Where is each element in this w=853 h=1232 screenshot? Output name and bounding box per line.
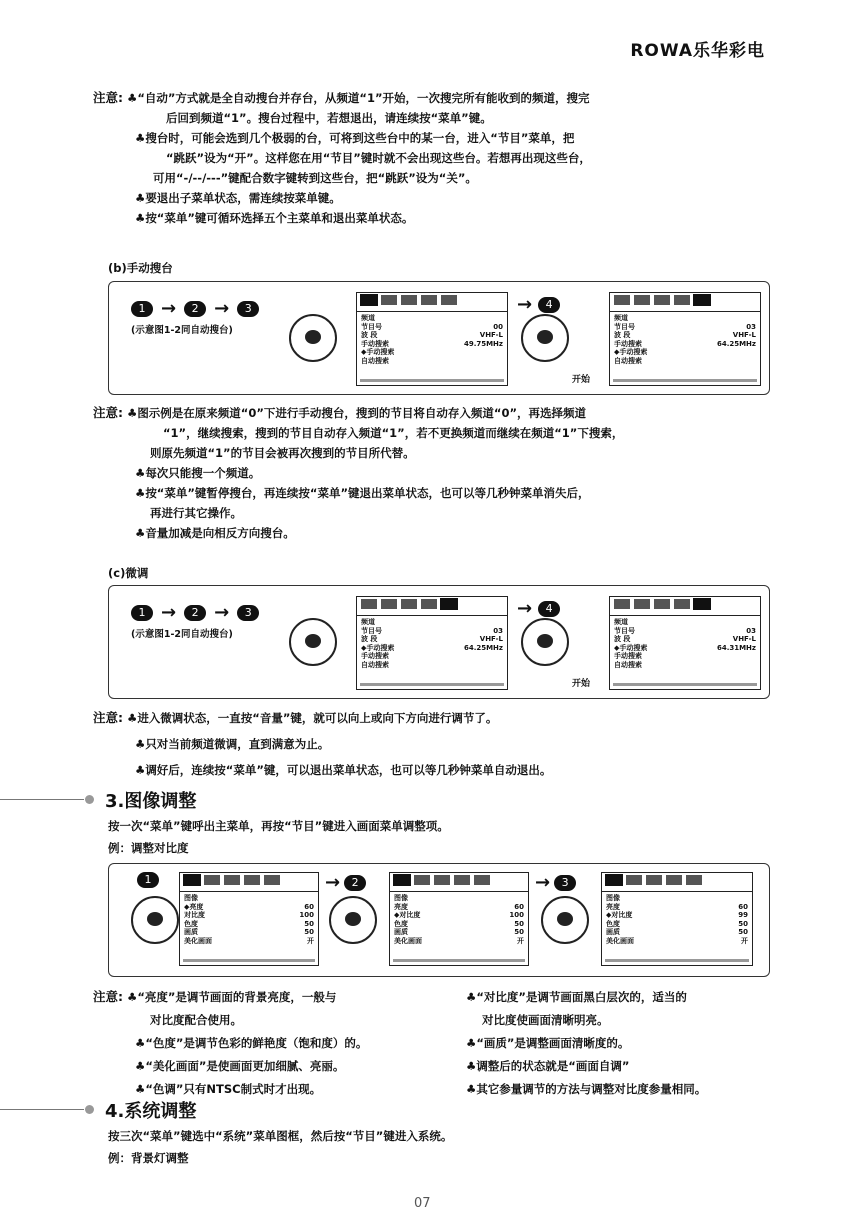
note-line: 对比度配合使用。 bbox=[150, 1013, 242, 1027]
screen-row-value: VHF-L bbox=[479, 331, 503, 339]
screen-row-value: 03 bbox=[746, 626, 756, 635]
arrow-right-icon: → bbox=[325, 872, 341, 893]
note-label: 注意: bbox=[93, 90, 123, 105]
start-label: 开始 bbox=[572, 679, 591, 689]
note-line: ♣ 搜台时，可能会选到几个极弱的台，可将到这些台中的某一台，进入“节目”菜单，把 bbox=[135, 128, 783, 148]
step-3-badge: 3 bbox=[237, 605, 259, 621]
screen-row-label: 色度 bbox=[606, 919, 620, 928]
screen-title: 图像 bbox=[184, 894, 198, 902]
screen-row-label: 手动搜索 bbox=[614, 339, 642, 348]
arrow-right-icon: → bbox=[161, 602, 177, 623]
screen-row-value: 开 bbox=[307, 936, 314, 945]
screen-row-value: 60 bbox=[304, 902, 314, 911]
note-label: 注意: bbox=[93, 405, 123, 420]
note-line: ♣ “色调”只有NTSC制式时才出现。 bbox=[135, 1079, 473, 1099]
menu-screen bbox=[356, 596, 508, 690]
screen-row-value: 开 bbox=[741, 936, 748, 945]
screen-row-label: ◆亮度 bbox=[184, 902, 204, 911]
step-3-badge: 3 bbox=[237, 301, 259, 317]
note-line: ♣ 调整后的状态就是“画面自调” bbox=[466, 1056, 796, 1076]
note-line: ♣ 每次只能搜一个频道。 bbox=[135, 463, 783, 483]
note-line: ♣ 进入微调状态，一直按“音量”键，就可以向上或向下方向进行调节了。 bbox=[127, 708, 497, 728]
screen-row-value: 64.25MHz bbox=[716, 339, 756, 348]
start-label: 开始 bbox=[572, 375, 591, 385]
step-1-badge: 1 bbox=[137, 872, 159, 888]
screen-row-value: 50 bbox=[738, 928, 748, 936]
screen-row-value: 50 bbox=[304, 919, 314, 928]
menu-screen bbox=[389, 872, 529, 966]
screen-row-label: 自动搜索 bbox=[361, 356, 389, 365]
screen-row-value: 50 bbox=[738, 919, 748, 928]
arrow-right-icon: → bbox=[214, 298, 230, 319]
note-line: 可用“-/--/---”键配合数字键转到这些台，把“跳跃”设为“关”。 bbox=[153, 171, 477, 185]
section-3-example: 例：调整对比度 bbox=[108, 841, 189, 855]
step-3-badge: 3 bbox=[554, 875, 576, 891]
section-divider bbox=[0, 799, 84, 800]
screen-row-label: 美化画面 bbox=[606, 936, 634, 945]
note-line: 对比度使画面清晰明亮。 bbox=[482, 1013, 609, 1027]
screen-row-value: VHF-L bbox=[732, 331, 756, 339]
note-line: ♣ “画质”是调整画面清晰度的。 bbox=[466, 1033, 796, 1053]
screen-row-label: 节目号 bbox=[361, 322, 382, 331]
note-line: ♣ “色度”是调节色彩的鲜艳度（饱和度）的。 bbox=[135, 1033, 473, 1053]
screen-row-value: 100 bbox=[509, 911, 524, 919]
manual-heading: (b)手动搜台 bbox=[108, 261, 173, 275]
note-line: ♣ “对比度”是调节画面黑白层次的，适当的 bbox=[466, 987, 796, 1007]
screen-row-value: 64.31MHz bbox=[716, 643, 756, 652]
screen-row-label: ◆手动搜索 bbox=[361, 348, 395, 356]
screen-row-value: 60 bbox=[514, 902, 524, 911]
screen-row-label: 画质 bbox=[394, 928, 408, 936]
remote-control-icon bbox=[289, 618, 337, 666]
menu-screen bbox=[601, 872, 753, 966]
note-line: ♣ 要退出子菜单状态，需连续按菜单键。 bbox=[135, 188, 783, 208]
manual-notes bbox=[93, 403, 783, 543]
note-line: ♣ “亮度”是调节画面的背景亮度，一般与 bbox=[127, 987, 336, 1007]
screen-row-label: 美化画面 bbox=[394, 936, 422, 945]
section-4-title: 4.系统调整 bbox=[105, 1101, 197, 1122]
screen-row-label: 自动搜索 bbox=[614, 356, 642, 365]
screen-row-value: 50 bbox=[514, 928, 524, 936]
section-3-intro: 按一次“菜单”键呼出主菜单，再按“节目”键进入画面菜单调整项。 bbox=[108, 819, 449, 833]
step-2-badge: 2 bbox=[344, 875, 366, 891]
screen-row-label: 波 段 bbox=[361, 331, 378, 339]
screen-title: 图像 bbox=[394, 894, 408, 902]
screen-row-label: ◆对比度 bbox=[606, 911, 633, 919]
screen-row-value: 50 bbox=[304, 928, 314, 936]
note-line: ♣ 按“菜单”键暂停搜台，再连续按“菜单”键退出菜单状态，也可以等几秒钟菜单消失后， bbox=[135, 483, 783, 503]
note-line: ♣ “自动”方式就是全自动搜台并存台，从频道“1”开始，一次搜完所有能收到的频道，搜完 bbox=[127, 88, 590, 108]
remote-control-icon bbox=[329, 896, 377, 944]
screen-row-label: 自动搜索 bbox=[361, 660, 389, 669]
screen-row-label: 节目号 bbox=[361, 626, 382, 635]
step-2-badge: 2 bbox=[184, 605, 206, 621]
screen-row-label: 画质 bbox=[184, 928, 198, 936]
section-divider bbox=[0, 1109, 84, 1110]
step-4-badge: 4 bbox=[538, 601, 560, 617]
remote-control-icon bbox=[131, 896, 179, 944]
step-1-badge: 1 bbox=[131, 605, 153, 621]
fine-heading: (c)微调 bbox=[108, 566, 149, 580]
screen-row-value: 100 bbox=[299, 911, 314, 919]
screen-row-label: 波 段 bbox=[614, 635, 631, 643]
screen-title: 频道 bbox=[614, 314, 628, 322]
picture-diagram bbox=[108, 863, 770, 977]
diagram-caption: (示意图1-2同自动搜台) bbox=[131, 325, 233, 336]
screen-row-label: 波 段 bbox=[614, 331, 631, 339]
arrow-right-icon: → bbox=[214, 602, 230, 623]
screen-row-label: 色度 bbox=[184, 919, 198, 928]
step-2-badge: 2 bbox=[184, 301, 206, 317]
menu-screen bbox=[609, 292, 761, 386]
section-4-example: 例：背景灯调整 bbox=[108, 1151, 189, 1165]
screen-row-value: 99 bbox=[738, 911, 748, 919]
note-line: 后回到频道“1”。搜台过程中，若想退出，请连续按“菜单”键。 bbox=[166, 111, 492, 125]
screen-row-value: 03 bbox=[746, 322, 756, 331]
screen-title: 频道 bbox=[361, 618, 375, 626]
screen-row-label: 波 段 bbox=[361, 635, 378, 643]
screen-title: 图像 bbox=[606, 894, 620, 902]
screen-row-label: 自动搜索 bbox=[614, 660, 642, 669]
manual-diagram bbox=[108, 281, 770, 395]
note-line: “跳跃”设为“开”。这样您在用“节目”键时就不会出现这些台。若想再出现这些台， bbox=[166, 151, 591, 165]
arrow-right-icon: → bbox=[517, 294, 533, 315]
note-line: ♣ 调好后，连续按“菜单”键，可以退出菜单状态，也可以等几秒钟菜单自动退出。 bbox=[135, 760, 783, 780]
picture-notes-right bbox=[466, 987, 796, 1099]
screen-row-label: 亮度 bbox=[394, 902, 408, 911]
step-4-badge: 4 bbox=[538, 297, 560, 313]
arrow-right-icon: → bbox=[161, 298, 177, 319]
screen-row-value: 60 bbox=[738, 902, 748, 911]
remote-control-icon bbox=[541, 896, 589, 944]
screen-row-label: 亮度 bbox=[606, 902, 620, 911]
note-line: ♣ 音量加减是向相反方向搜台。 bbox=[135, 523, 783, 543]
note-label: 注意: bbox=[93, 710, 123, 725]
picture-notes-left bbox=[93, 987, 473, 1099]
screen-row-label: 对比度 bbox=[184, 911, 205, 919]
screen-row-label: 手动搜索 bbox=[614, 652, 642, 660]
remote-control-icon bbox=[289, 314, 337, 362]
fine-diagram bbox=[108, 585, 770, 699]
screen-row-value: VHF-L bbox=[732, 635, 756, 643]
section-dot-icon bbox=[85, 795, 94, 804]
screen-row-value: VHF-L bbox=[479, 635, 503, 643]
screen-row-label: 节目号 bbox=[614, 626, 635, 635]
screen-row-label: ◆手动搜索 bbox=[361, 643, 395, 652]
note-label: 注意: bbox=[93, 989, 123, 1004]
screen-row-label: 色度 bbox=[394, 919, 408, 928]
note-line: “1”，继续搜索，搜到的节目自动存入频道“1”，若不更换频道而继续在频道“1”下搜索， bbox=[163, 426, 624, 440]
screen-row-label: 美化画面 bbox=[184, 936, 212, 945]
note-line: ♣ “美化画面”是使画面更加细腻、亮丽。 bbox=[135, 1056, 473, 1076]
arrow-right-icon: → bbox=[517, 598, 533, 619]
note-line: 再进行其它操作。 bbox=[150, 506, 242, 520]
screen-row-label: 节目号 bbox=[614, 322, 635, 331]
diagram-caption: (示意图1-2同自动搜台) bbox=[131, 629, 233, 640]
screen-row-value: 49.75MHz bbox=[463, 339, 503, 348]
screen-title: 频道 bbox=[361, 314, 375, 322]
screen-row-value: 03 bbox=[493, 626, 503, 635]
section-dot-icon bbox=[85, 1105, 94, 1114]
menu-screen bbox=[179, 872, 319, 966]
note-line: ♣ 只对当前频道微调，直到满意为止。 bbox=[135, 734, 783, 754]
screen-row-value: 50 bbox=[514, 919, 524, 928]
note-line: ♣ 图示例是在原来频道“0”下进行手动搜台，搜到的节目将自动存入频道“0”，再选择频道 bbox=[127, 403, 586, 423]
screen-row-value: 开 bbox=[517, 936, 524, 945]
remote-control-icon bbox=[521, 314, 569, 362]
step-1-badge: 1 bbox=[131, 301, 153, 317]
note-line: 则原先频道“1”的节目会被再次搜到的节目所代替。 bbox=[150, 446, 415, 460]
section-4-intro: 按三次“菜单”键选中“系统”菜单图框，然后按“节目”键进入系统。 bbox=[108, 1129, 453, 1143]
menu-screen bbox=[609, 596, 761, 690]
screen-row-label: 手动搜索 bbox=[361, 652, 389, 660]
screen-row-label: 画质 bbox=[606, 928, 620, 936]
section-3-title: 3.图像调整 bbox=[105, 791, 197, 812]
screen-row-label: ◆手动搜索 bbox=[614, 643, 648, 652]
screen-row-label: 手动搜索 bbox=[361, 339, 389, 348]
screen-row-value: 00 bbox=[493, 322, 503, 331]
brand-logo: ROWA乐华彩电 bbox=[630, 41, 765, 61]
arrow-right-icon: → bbox=[535, 872, 551, 893]
fine-notes bbox=[93, 708, 783, 780]
remote-control-icon bbox=[521, 618, 569, 666]
auto-notes bbox=[93, 88, 783, 228]
screen-title: 频道 bbox=[614, 618, 628, 626]
menu-screen bbox=[356, 292, 508, 386]
page-number: 07 bbox=[414, 1196, 431, 1211]
screen-row-label: ◆对比度 bbox=[394, 911, 421, 919]
note-line: ♣ 其它参量调节的方法与调整对比度参量相同。 bbox=[466, 1079, 796, 1099]
note-line: ♣ 按“菜单”键可循环选择五个主菜单和退出菜单状态。 bbox=[135, 208, 783, 228]
screen-row-label: ◆手动搜索 bbox=[614, 348, 648, 356]
screen-row-value: 64.25MHz bbox=[463, 643, 503, 652]
